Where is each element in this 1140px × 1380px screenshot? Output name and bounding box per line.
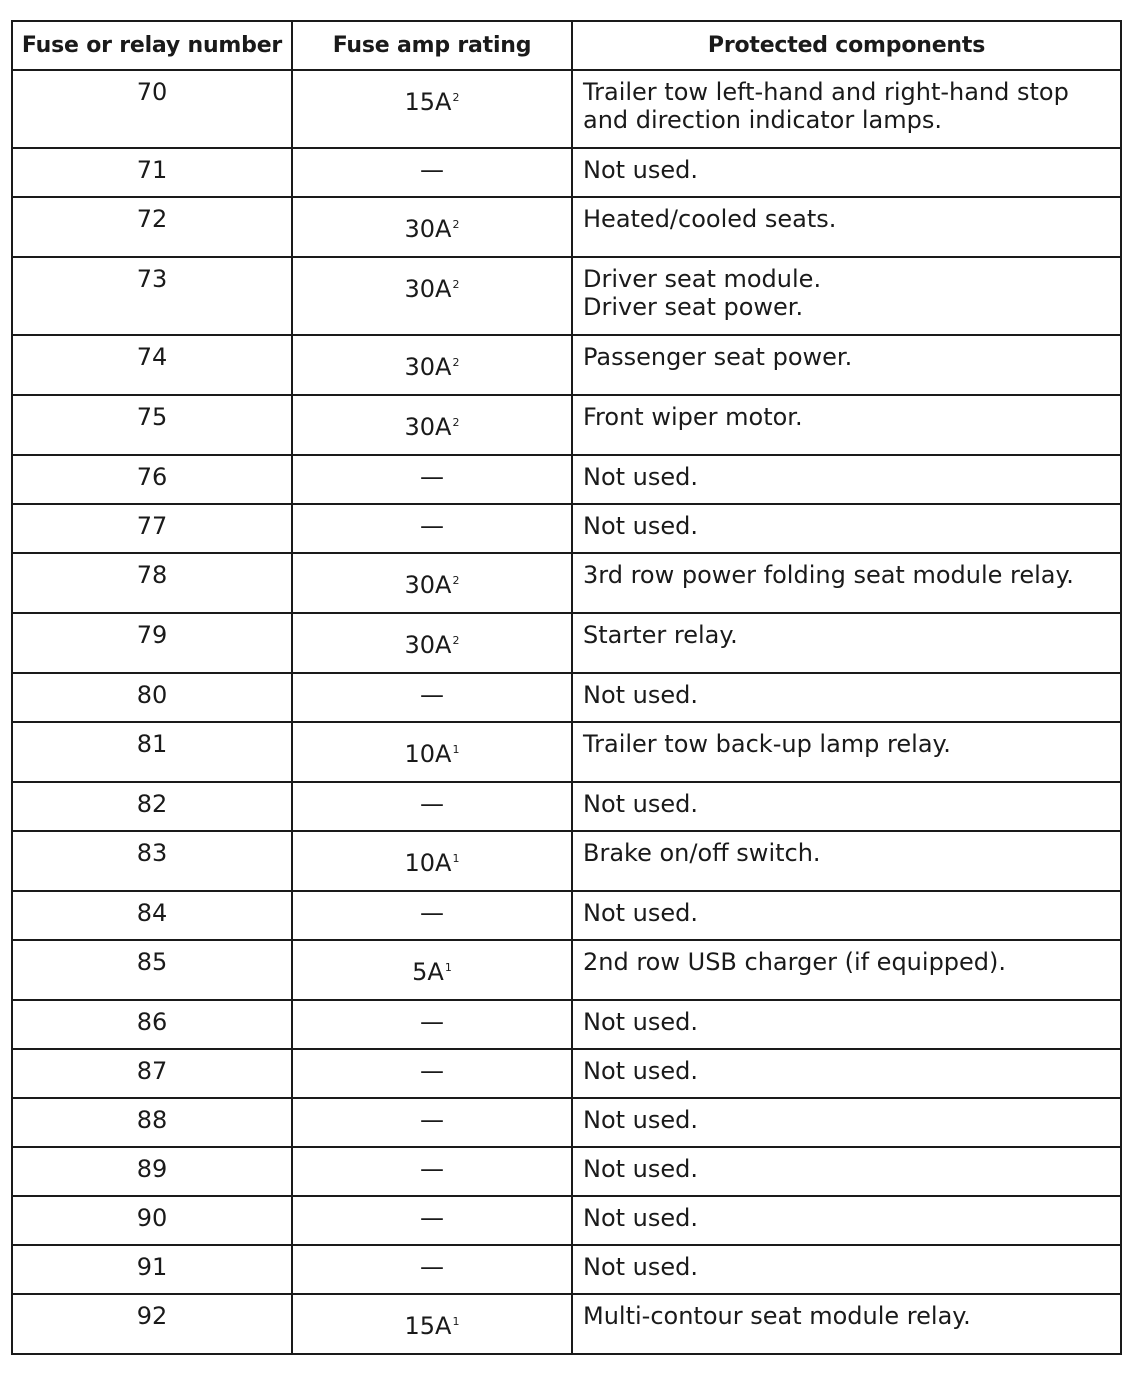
amp-rating-cell <box>292 70 572 148</box>
amp-rating-value <box>420 512 444 540</box>
protected-components-cell <box>572 722 1121 782</box>
protected-components-cell <box>572 504 1121 553</box>
table-header-row <box>12 21 1121 70</box>
amp-rating-cell <box>292 455 572 504</box>
table-row <box>12 891 1121 940</box>
table-row <box>12 553 1121 613</box>
protected-components-cell <box>572 257 1121 335</box>
amp-rating-cell <box>292 940 572 1000</box>
amp-rating-cell <box>292 1049 572 1098</box>
component-line: 3rd row power folding seat module relay. <box>583 561 1074 589</box>
amp-rating-text: — <box>420 1008 444 1036</box>
amp-rating-cell <box>292 257 572 335</box>
table-row <box>12 1147 1121 1196</box>
table-row <box>12 395 1121 455</box>
amp-rating-text: — <box>420 156 444 184</box>
fuse-number-cell: 72 <box>12 197 292 257</box>
fuse-number-cell: 80 <box>12 673 292 722</box>
fuse-number-cell: 81 <box>12 722 292 782</box>
amp-rating-text: — <box>420 1204 444 1232</box>
protected-components-cell <box>572 197 1121 257</box>
protected-components-cell <box>572 1147 1121 1196</box>
table-row <box>12 613 1121 673</box>
component-line: Heated/cooled seats. <box>583 205 837 233</box>
amp-rating-value <box>420 1008 444 1036</box>
protected-components-cell <box>572 613 1121 673</box>
footnote-marker: 1 <box>452 1315 460 1328</box>
amp-rating-value <box>420 1106 444 1134</box>
protected-components-cell <box>572 553 1121 613</box>
amp-rating-value <box>405 730 460 768</box>
amp-rating-value <box>420 790 444 818</box>
component-line: Not used. <box>583 1106 699 1134</box>
header-protected-components: Protected components <box>572 21 1121 70</box>
fuse-number-cell: 70 <box>12 70 292 148</box>
fuse-number-cell: 88 <box>12 1098 292 1147</box>
amp-rating-text: 10A <box>404 740 452 768</box>
amp-rating-value <box>420 1155 444 1183</box>
fuse-number-cell: 87 <box>12 1049 292 1098</box>
amp-rating-cell <box>292 1098 572 1147</box>
component-line: Not used. <box>583 1155 699 1183</box>
header-fuse-number: Fuse or relay number <box>12 21 292 70</box>
component-line: Not used. <box>583 1204 699 1232</box>
amp-rating-cell <box>292 613 572 673</box>
table-row <box>12 1049 1121 1098</box>
fuse-number-cell: 73 <box>12 257 292 335</box>
component-line: Driver seat module. <box>583 265 822 293</box>
amp-rating-text: — <box>420 512 444 540</box>
table-row <box>12 831 1121 891</box>
fuse-number-cell: 82 <box>12 782 292 831</box>
footnote-marker: 1 <box>452 852 460 865</box>
table-row <box>12 1294 1121 1354</box>
amp-rating-cell <box>292 1147 572 1196</box>
amp-rating-text: — <box>420 681 444 709</box>
component-line: and direction indicator lamps. <box>583 106 942 134</box>
footnote-marker: 2 <box>452 218 460 231</box>
protected-components-cell <box>572 1196 1121 1245</box>
amp-rating-value <box>420 1204 444 1232</box>
table-row <box>12 1245 1121 1294</box>
amp-rating-cell <box>292 504 572 553</box>
amp-rating-text: 5A <box>412 958 444 986</box>
amp-rating-text: 30A <box>404 571 452 599</box>
amp-rating-text: 30A <box>404 275 452 303</box>
component-line: Multi-contour seat module relay. <box>583 1302 971 1330</box>
amp-rating-value <box>420 156 444 184</box>
table-row <box>12 722 1121 782</box>
component-line: Starter relay. <box>583 621 738 649</box>
table-row <box>12 455 1121 504</box>
fuse-number-cell: 86 <box>12 1000 292 1049</box>
amp-rating-text: — <box>420 463 444 491</box>
amp-rating-value <box>405 839 460 877</box>
protected-components-cell <box>572 1098 1121 1147</box>
protected-components-cell <box>572 782 1121 831</box>
component-line: Trailer tow back-up lamp relay. <box>583 730 951 758</box>
amp-rating-cell <box>292 197 572 257</box>
footnote-marker: 2 <box>452 634 460 647</box>
table-body <box>12 70 1121 1354</box>
table-row <box>12 1098 1121 1147</box>
footnote-marker: 2 <box>452 278 460 291</box>
amp-rating-value <box>405 621 460 659</box>
component-line: Not used. <box>583 681 699 709</box>
protected-components-cell <box>572 395 1121 455</box>
table-row <box>12 782 1121 831</box>
amp-rating-value <box>405 403 460 441</box>
component-line: Driver seat power. <box>583 293 804 321</box>
amp-rating-value <box>420 463 444 491</box>
amp-rating-value <box>412 948 452 986</box>
amp-rating-cell <box>292 891 572 940</box>
amp-rating-text: 10A <box>404 849 452 877</box>
protected-components-cell <box>572 891 1121 940</box>
amp-rating-cell <box>292 1245 572 1294</box>
component-line: Not used. <box>583 1008 699 1036</box>
footnote-marker: 2 <box>452 416 460 429</box>
amp-rating-cell <box>292 335 572 395</box>
table-row <box>12 335 1121 395</box>
amp-rating-cell <box>292 722 572 782</box>
amp-rating-text: 30A <box>404 631 452 659</box>
fuse-number-cell: 91 <box>12 1245 292 1294</box>
amp-rating-text: — <box>420 790 444 818</box>
fuse-number-cell: 92 <box>12 1294 292 1354</box>
table-row <box>12 197 1121 257</box>
amp-rating-text: 30A <box>404 353 452 381</box>
footnote-marker: 1 <box>452 743 460 756</box>
component-line: Passenger seat power. <box>583 343 853 371</box>
table-row <box>12 1000 1121 1049</box>
amp-rating-cell <box>292 673 572 722</box>
fuse-table <box>11 20 1122 1355</box>
fuse-number-cell: 83 <box>12 831 292 891</box>
component-line: Brake on/off switch. <box>583 839 821 867</box>
component-line: Not used. <box>583 1253 699 1281</box>
amp-rating-cell <box>292 1000 572 1049</box>
amp-rating-value <box>405 561 460 599</box>
amp-rating-cell <box>292 782 572 831</box>
protected-components-cell <box>572 148 1121 197</box>
protected-components-cell <box>572 1294 1121 1354</box>
component-line: Front wiper motor. <box>583 403 803 431</box>
fuse-number-cell: 90 <box>12 1196 292 1245</box>
amp-rating-value <box>405 1302 460 1340</box>
fuse-number-cell: 84 <box>12 891 292 940</box>
amp-rating-cell <box>292 395 572 455</box>
header-amp-rating: Fuse amp rating <box>292 21 572 70</box>
protected-components-cell <box>572 1000 1121 1049</box>
amp-rating-cell <box>292 831 572 891</box>
footnote-marker: 2 <box>452 356 460 369</box>
amp-rating-value <box>420 899 444 927</box>
amp-rating-text: 30A <box>404 215 452 243</box>
amp-rating-cell <box>292 553 572 613</box>
fuse-number-cell: 89 <box>12 1147 292 1196</box>
component-line: Not used. <box>583 1057 699 1085</box>
footnote-marker: 2 <box>452 574 460 587</box>
fuse-number-cell: 76 <box>12 455 292 504</box>
table-row <box>12 940 1121 1000</box>
fuse-number-cell: 71 <box>12 148 292 197</box>
component-line: Not used. <box>583 790 699 818</box>
footnote-marker: 1 <box>444 961 452 974</box>
component-line: Not used. <box>583 156 699 184</box>
protected-components-cell <box>572 1245 1121 1294</box>
amp-rating-value <box>405 78 460 116</box>
amp-rating-cell <box>292 1294 572 1354</box>
amp-rating-cell <box>292 1196 572 1245</box>
table-row <box>12 504 1121 553</box>
amp-rating-text: — <box>420 1106 444 1134</box>
table-row <box>12 1196 1121 1245</box>
table-row <box>12 148 1121 197</box>
amp-rating-value <box>405 265 460 303</box>
fuse-number-cell: 78 <box>12 553 292 613</box>
protected-components-cell <box>572 455 1121 504</box>
fuse-number-cell: 79 <box>12 613 292 673</box>
component-line: Not used. <box>583 512 699 540</box>
protected-components-cell <box>572 1049 1121 1098</box>
protected-components-cell <box>572 70 1121 148</box>
table-row <box>12 673 1121 722</box>
table-row <box>12 70 1121 148</box>
fuse-number-cell: 85 <box>12 940 292 1000</box>
amp-rating-text: — <box>420 1057 444 1085</box>
fuse-number-cell: 75 <box>12 395 292 455</box>
protected-components-cell <box>572 673 1121 722</box>
protected-components-cell <box>572 831 1121 891</box>
protected-components-cell <box>572 940 1121 1000</box>
amp-rating-text: 15A <box>404 1312 452 1340</box>
component-line: Not used. <box>583 463 699 491</box>
amp-rating-text: 30A <box>404 413 452 441</box>
amp-rating-value <box>420 1253 444 1281</box>
table-row <box>12 257 1121 335</box>
amp-rating-text: — <box>420 1253 444 1281</box>
amp-rating-value <box>420 1057 444 1085</box>
amp-rating-cell <box>292 148 572 197</box>
component-line: Not used. <box>583 899 699 927</box>
amp-rating-value <box>420 681 444 709</box>
fuse-number-cell: 77 <box>12 504 292 553</box>
amp-rating-text: 15A <box>404 88 452 116</box>
amp-rating-value <box>405 343 460 381</box>
component-line: Trailer tow left-hand and right-hand stop <box>583 78 1069 106</box>
footnote-marker: 2 <box>452 91 460 104</box>
amp-rating-text: — <box>420 899 444 927</box>
protected-components-cell <box>572 335 1121 395</box>
amp-rating-text: — <box>420 1155 444 1183</box>
component-line: 2nd row USB charger (if equipped). <box>583 948 1007 976</box>
fuse-number-cell: 74 <box>12 335 292 395</box>
amp-rating-value <box>405 205 460 243</box>
